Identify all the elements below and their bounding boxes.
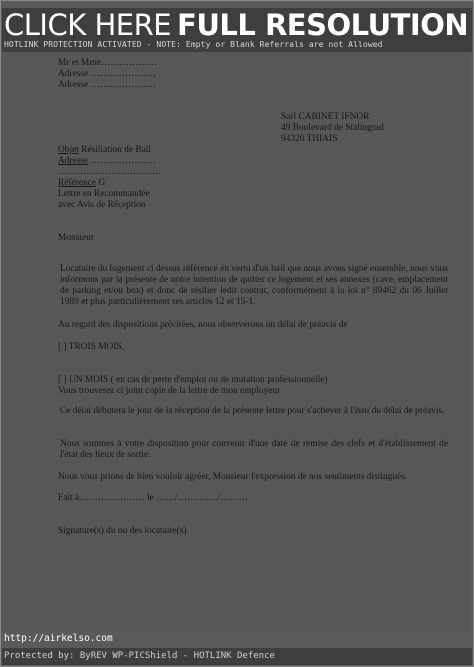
recipient-name: Sarl CABINET IFNOR <box>281 112 370 122</box>
paragraph-5: Nous vous prions de bien vouloir agréer, Monsieur l'expression de nos sentiments distingués. <box>58 472 408 482</box>
adresse-line <box>58 156 156 167</box>
paragraph-4: Nous sommes à votre disposition pour convenir d'une date de remise des clefs et d'établissement de l'état des lieux de sortie. <box>60 439 448 460</box>
sender-name: Mr et Mme……………… <box>58 58 157 68</box>
recipient-city: 94320 THIAIS <box>281 134 338 144</box>
adresse-label: Adresse <box>58 156 89 166</box>
objet-value: Résiliation de Bail <box>78 145 151 155</box>
full-resolution-link[interactable] <box>4 9 472 41</box>
letter-page <box>2 52 470 632</box>
envoi-line-1: Lettre en Recommandée <box>58 189 150 199</box>
objet-line <box>58 145 151 156</box>
recipient-street: 49 Boulevard de Stalingrad <box>281 123 384 133</box>
envoi-line-2: avec Avis de Réception <box>58 200 146 210</box>
signature-line: Signature(s) du ou des locataire(s) <box>58 526 187 536</box>
banner-title-click-here[interactable]: CLICK HERE <box>4 8 172 42</box>
sender-address-1: Adresse ………………… <box>58 69 157 79</box>
banner-title-full-resolution[interactable]: FULL RESOLUTION <box>177 8 469 42</box>
option-un-mois-note: Vous trouverez ci joint copie de la lettre de mon employeur <box>58 386 281 396</box>
option-un-mois: [ ] UN MOIS ( en cas de perte d'emploi ou de mutation professionnelle) <box>58 375 328 385</box>
protection-notice: Protected by: ByREV WP-PICShield - HOTLINK Defence <box>4 651 275 661</box>
paragraph-3: Ce délai débutera le jour de la réception de la présente lettre pour s'achever à l'issu du délai de préavis. <box>60 406 445 416</box>
objet-label: Objet <box>58 145 79 155</box>
sender-address-2: Adresse ………………… <box>58 80 157 90</box>
reference-label: Référence <box>58 178 96 188</box>
reference-value: G <box>96 178 106 188</box>
option-trois-mois: [ ] TROIS MOIS. <box>58 342 124 352</box>
hotlink-notice: HOTLINK PROTECTION ACTIVATED - NOTE: Empty or Blank Referrals are not Allowed <box>4 40 383 49</box>
salutation: Monsieur <box>58 233 94 243</box>
paragraph-1: Locataire du logement ci dessus référencé en vertu d'un bail que nous avons signé ensemble, nous vous informons par la présente de notre intention de quitter ce logement et ses annexes (cave, emplacement de parking et/ou box) et donc de résilier ledit contrat, conformément à la loi n° 89462 du 06 Juillet 1989 et plus particulièrement ses articles 12 et 15-1. <box>60 264 448 307</box>
paragraph-2: Au regard des dispositions précitées, nous observerons un délai de préavis de <box>58 320 348 330</box>
adresse-dots: …………………………… <box>58 167 162 177</box>
fait-line: Fait à………………… le ……/…………./……… <box>58 493 249 503</box>
adresse-value: ………………… <box>88 156 157 166</box>
reference-line <box>58 178 105 189</box>
source-url-link[interactable]: http://airkelso.com <box>4 633 113 644</box>
